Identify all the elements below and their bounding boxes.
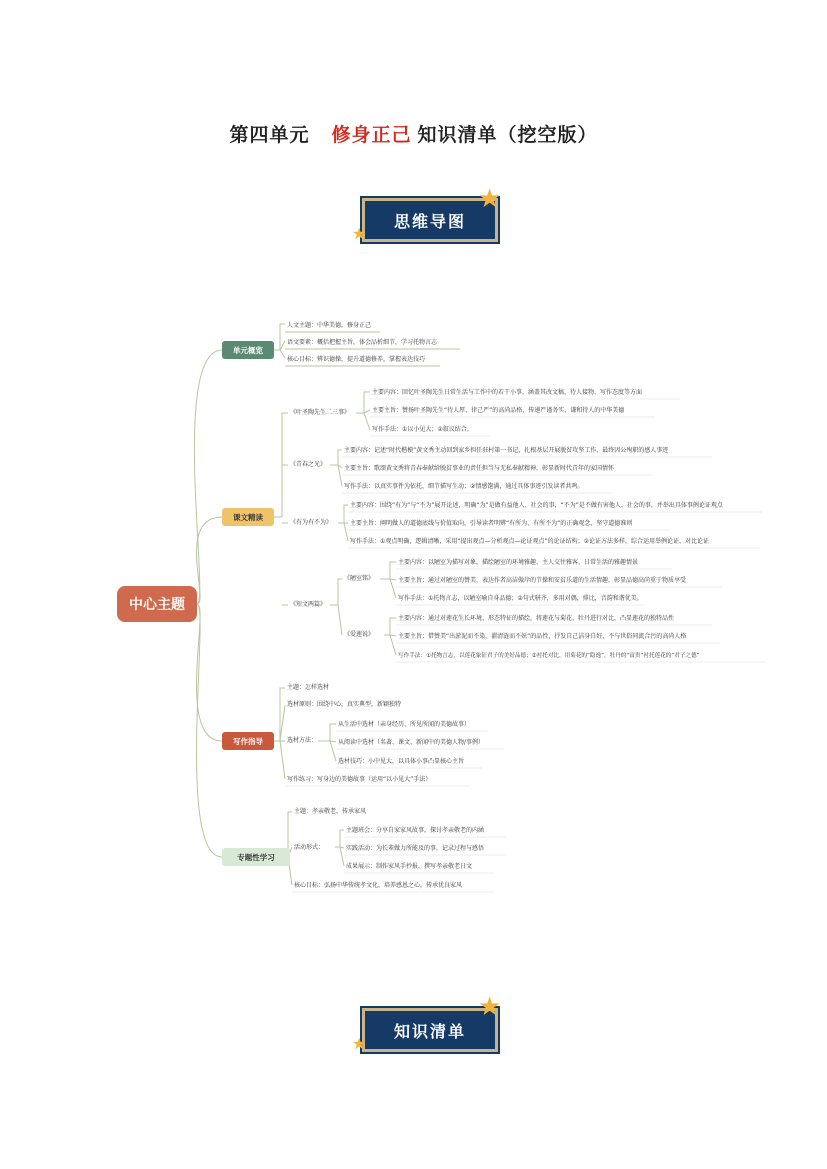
lesson-item: 主要内容：以陋室为描写对象，描绘陋室的环境雅趣、主人交往雅客、日常生活的雅趣情景 [398, 559, 639, 566]
center-topic: 中心主题 [117, 586, 197, 622]
mindmap-badge: 思维导图 [362, 198, 498, 242]
title-suffix: 知识清单（挖空版） [417, 124, 598, 146]
star-icon: ★ [352, 224, 367, 243]
branch-text-reading: 课文精读 [222, 508, 274, 526]
lesson-title: 《叶圣陶先生二三事》 [290, 409, 351, 416]
writing-method: 从生活中选材（亲身经历、所见所闻的美德故事） [338, 721, 471, 728]
writing-method: 从阅读中选材（名著、课文、新闻中的美德人物/事例） [338, 739, 485, 746]
thematic-form: 主题班会：分享自家家风故事，探讨孝亲敬老的内涵 [346, 827, 485, 834]
overview-item: 人文主题：中华美德，修身正己 [287, 322, 372, 329]
writing-practice: 写作练习：写身边的美德故事（运用“以小见大”手法） [287, 776, 432, 783]
lesson-item: 写作手法：①观点明确，逻辑清晰，采用“提出观点—分析观点—论证观点”的论证结构；②论证方法多样，综合运用举例论证、对比论证 [350, 538, 709, 545]
sub-lesson-title: 《陋室铭》 [344, 575, 375, 582]
lesson-item: 主要内容：通过对莲花生长环境、形态特征的描绘，将莲花与菊花、牡丹进行对比，凸显莲花的独特品性 [398, 615, 675, 622]
lesson-item: 主要主旨：赞扬叶圣陶先生“待人厚、律己严”的高尚品格，传递严谨务实、谦和待人的中华美德 [372, 407, 625, 414]
writing-topic: 主题：怎样选材 [287, 684, 330, 691]
lesson-item: 主要主旨：阐明做人的道德底线与价值取向，引导读者明辨“有所为、有所不为”的正确观念，坚守道德准则 [350, 520, 633, 527]
branch-unit-overview: 单元概览 [222, 341, 274, 359]
lesson-item: 写作手法：以真实事件为依托，细节描写生动；②情感饱满，通过具体事迹引发读者共鸣。 [344, 483, 584, 490]
star-icon: ★ [478, 992, 502, 1022]
thematic-goal: 核心目标：弘扬中华传统孝文化，培养感恩之心，传承优良家风 [294, 882, 463, 889]
title-unit: 第四单元 [229, 124, 310, 146]
checklist-badge: 知识清单 [362, 1008, 498, 1052]
thematic-form: 成果展示：制作家风手抄报，撰写孝亲敬老日文 [346, 863, 473, 870]
lesson-item: 主要内容：回忆叶圣陶先生日常生活与工作中的若干小事，涵盖其改文稿、待人接物、写作态度等方面 [372, 389, 643, 396]
thematic-form-label: 活动形式： [294, 844, 325, 851]
writing-method: 选材技巧：小中见大，以具体小事凸显核心主旨 [338, 758, 465, 765]
lesson-item: 主要主旨：通过对陋室的赞美，表达作者高洁傲岸的节操和安贫乐道的生活情趣，彰显品德高尚重于物质享受 [398, 577, 687, 584]
lesson-item: 主要内容：围绕“有为”与“不为”展开论述，明确“为”是做有益他人、社会的事，“不为”是不做有害他人、社会的事，并举出具体事例论证观点 [350, 502, 723, 509]
writing-method-label: 选材方法： [287, 737, 318, 744]
sub-lesson-title: 《爱莲说》 [344, 631, 375, 638]
branch-thematic-learning: 专题性学习 [222, 848, 290, 866]
star-icon: ★ [478, 184, 502, 214]
lesson-title: 《短文两篇》 [290, 601, 327, 608]
lesson-title: 《有为有不为》 [290, 519, 333, 526]
overview-item: 语文要素：概括把握主旨，体会品析细节，学习托物言志 [287, 339, 438, 346]
lesson-title: 《青春之光》 [290, 461, 327, 468]
branch-writing-guide: 写作指导 [222, 732, 274, 750]
lesson-item: 写作手法：①托物言志，以莲花象征君子的美好品德；②衬托对比，用菊花的“隐逸”，牡丹的“富贵”衬托莲花的“君子之德” [398, 653, 700, 659]
lesson-item: 主要内容：记述“时代楷模”黄文秀主动回到家乡担任驻村第一书记，扎根基层开展脱贫攻坚工作，最终因公殉职的感人事迹 [344, 447, 669, 454]
lesson-item: 主要主旨：歌颂黄文秀将青春奉献给脱贫事业的责任担当与无私奉献精神，彰显新时代青年的家国情怀 [344, 465, 615, 472]
lesson-item: 写作手法：①托物言志，以陋室喻自身品德；②句式骈齐，多用对偶，排比，音韵和谐优美。 [398, 595, 643, 602]
overview-item: 核心目标：辨识德操，提升道德修养，掌握表达技巧 [287, 356, 426, 363]
lesson-item: 写作手法：①以小见大；②叙议结合。 [372, 426, 473, 433]
lesson-item: 主要主旨：借赞美“出淤泥而不染，濯清涟而不妖”的品性，抒发自己洁身自好、不与世俗同流合污的高尚人格 [398, 633, 687, 640]
thematic-topic: 主题：孝亲敬老，传承家风 [294, 808, 367, 815]
title-theme: 修身正己 [331, 124, 412, 146]
writing-principle: 选材原则：围绕中心，真实典型，新颖独特 [287, 701, 402, 708]
thematic-form: 实践活动：为长辈做力所能及的事，记录过程与感悟 [346, 845, 485, 852]
star-icon: ★ [352, 1034, 367, 1053]
